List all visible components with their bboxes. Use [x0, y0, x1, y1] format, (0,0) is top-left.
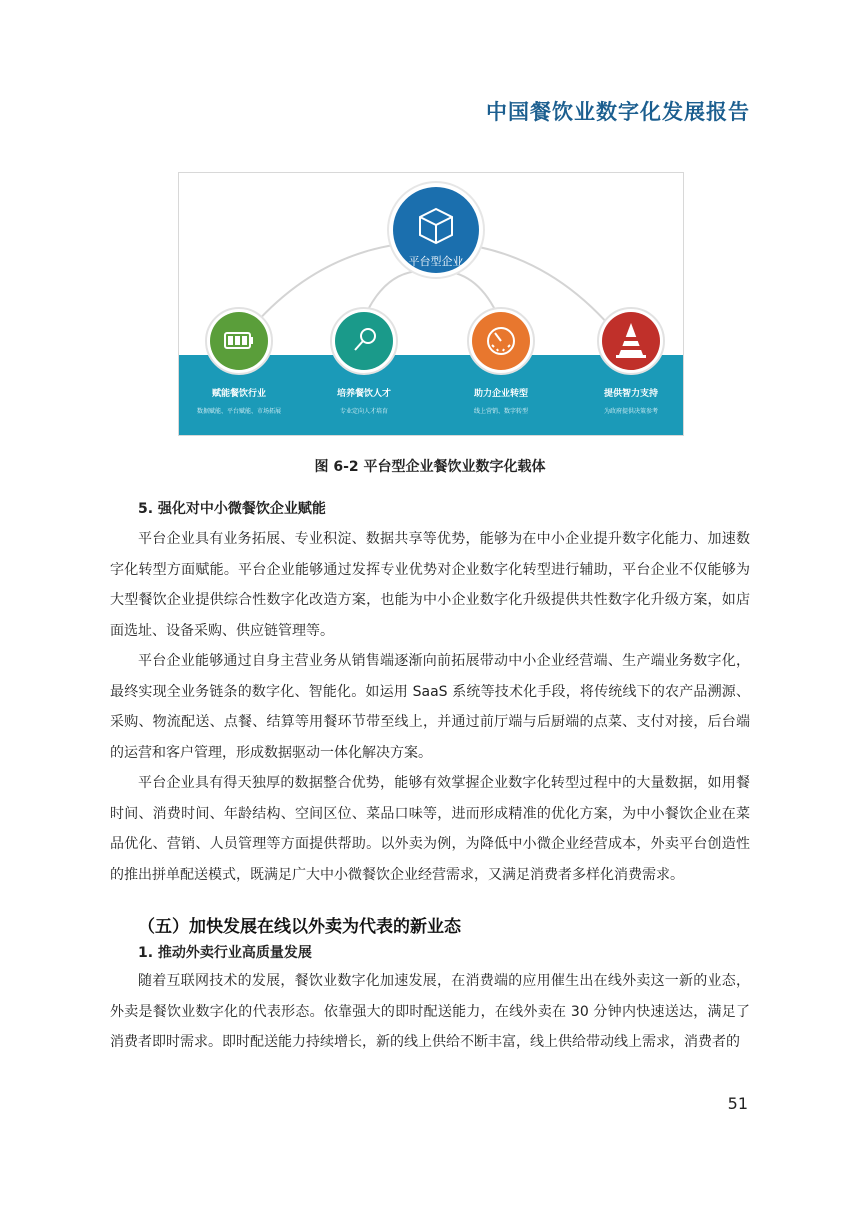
section-title-five: （五）加快发展在线以外卖为代表的新业态	[138, 917, 461, 937]
node-provide-intellect	[598, 308, 664, 415]
node-title: 助力企业转型	[473, 389, 529, 399]
paragraph-1: 平台企业具有业务拓展、专业积淀、数据共享等优势，能够为在中小企业提升数字化能力、加速数字化转型方面赋能。平台企业能够通过发挥专业优势对企业数字化转型进行辅助，平台企业不仅能够为大型餐饮企业提供综合性数字化改造方案，也能为中小企业数字化升级提供共性数字化升级方案，如店面选址、设备采购、供应链管理等。	[110, 531, 750, 639]
platform-enterprise-figure	[178, 172, 684, 436]
platform-diagram	[179, 173, 683, 435]
node-title: 赋能餐饮行业	[211, 389, 267, 399]
node-title: 提供智力支持	[603, 389, 659, 399]
center-node	[388, 182, 484, 278]
report-header-title: 中国餐饮业数字化发展报告	[486, 100, 750, 124]
paragraph-3: 平台企业具有得天独厚的数据整合优势，能够有效掌握企业数字化转型过程中的大量数据，如用餐时间、消费时间、年龄结构、空间区位、菜品口味等，进而形成精准的优化方案，为中小餐饮企业在菜品优化、营销、人员管理等方面提供帮助。以外卖为例，为降低中小微企业经营成本，外卖平台创造性的推出拼单配送模式，既满足广大中小微餐饮企业经营需求，又满足消费者多样化消费需求。	[110, 775, 750, 883]
node-subtitle: 为政府提供决策参考	[603, 408, 659, 415]
section-heading-5: 5. 强化对中小微餐饮企业赋能	[138, 501, 326, 517]
center-node-label: 平台型企业	[408, 255, 464, 268]
page-number: 51	[727, 1094, 748, 1113]
node-subtitle: 专业定向人才培育	[339, 408, 389, 415]
paragraph-2: 平台企业能够通过自身主营业务从销售端逐渐向前拓展带动中小企业经营端、生产端业务数字化，最终实现全业务链条的数字化、智能化。如运用 SaaS 系统等技术化手段，将传统线下的农产品溯源、采购、物流配送、点餐、结算等用餐环节带至线上，并通过前厅端与后厨端的点菜、支付对接，后台端的运营和客户管理，形成数据驱动一体化解决方案。	[110, 653, 750, 761]
node-assist-transformation	[468, 308, 534, 415]
sub-heading-1: 1. 推动外卖行业高质量发展	[138, 945, 312, 961]
figure-caption: 图 6-2 平台型企业餐饮业数字化载体	[314, 459, 546, 475]
paragraph-4: 随着互联网技术的发展，餐饮业数字化加速发展，在消费端的应用催生出在线外卖这一新的业态，外卖是餐饮业数字化的代表形态。依靠强大的即时配送能力，在线外卖在 30 分钟内快速送达，满足了消费者即时需求。即时配送能力持续增长，新的线上供给不断丰富，线上供给带动线上需求，消费者的	[110, 973, 750, 1050]
node-title: 培养餐饮人才	[336, 389, 392, 399]
node-subtitle: 线上营销、数字转型	[473, 408, 529, 415]
node-cultivate-talent	[331, 308, 397, 415]
node-subtitle: 数据赋能、平台赋能、市场拓展	[196, 408, 282, 415]
